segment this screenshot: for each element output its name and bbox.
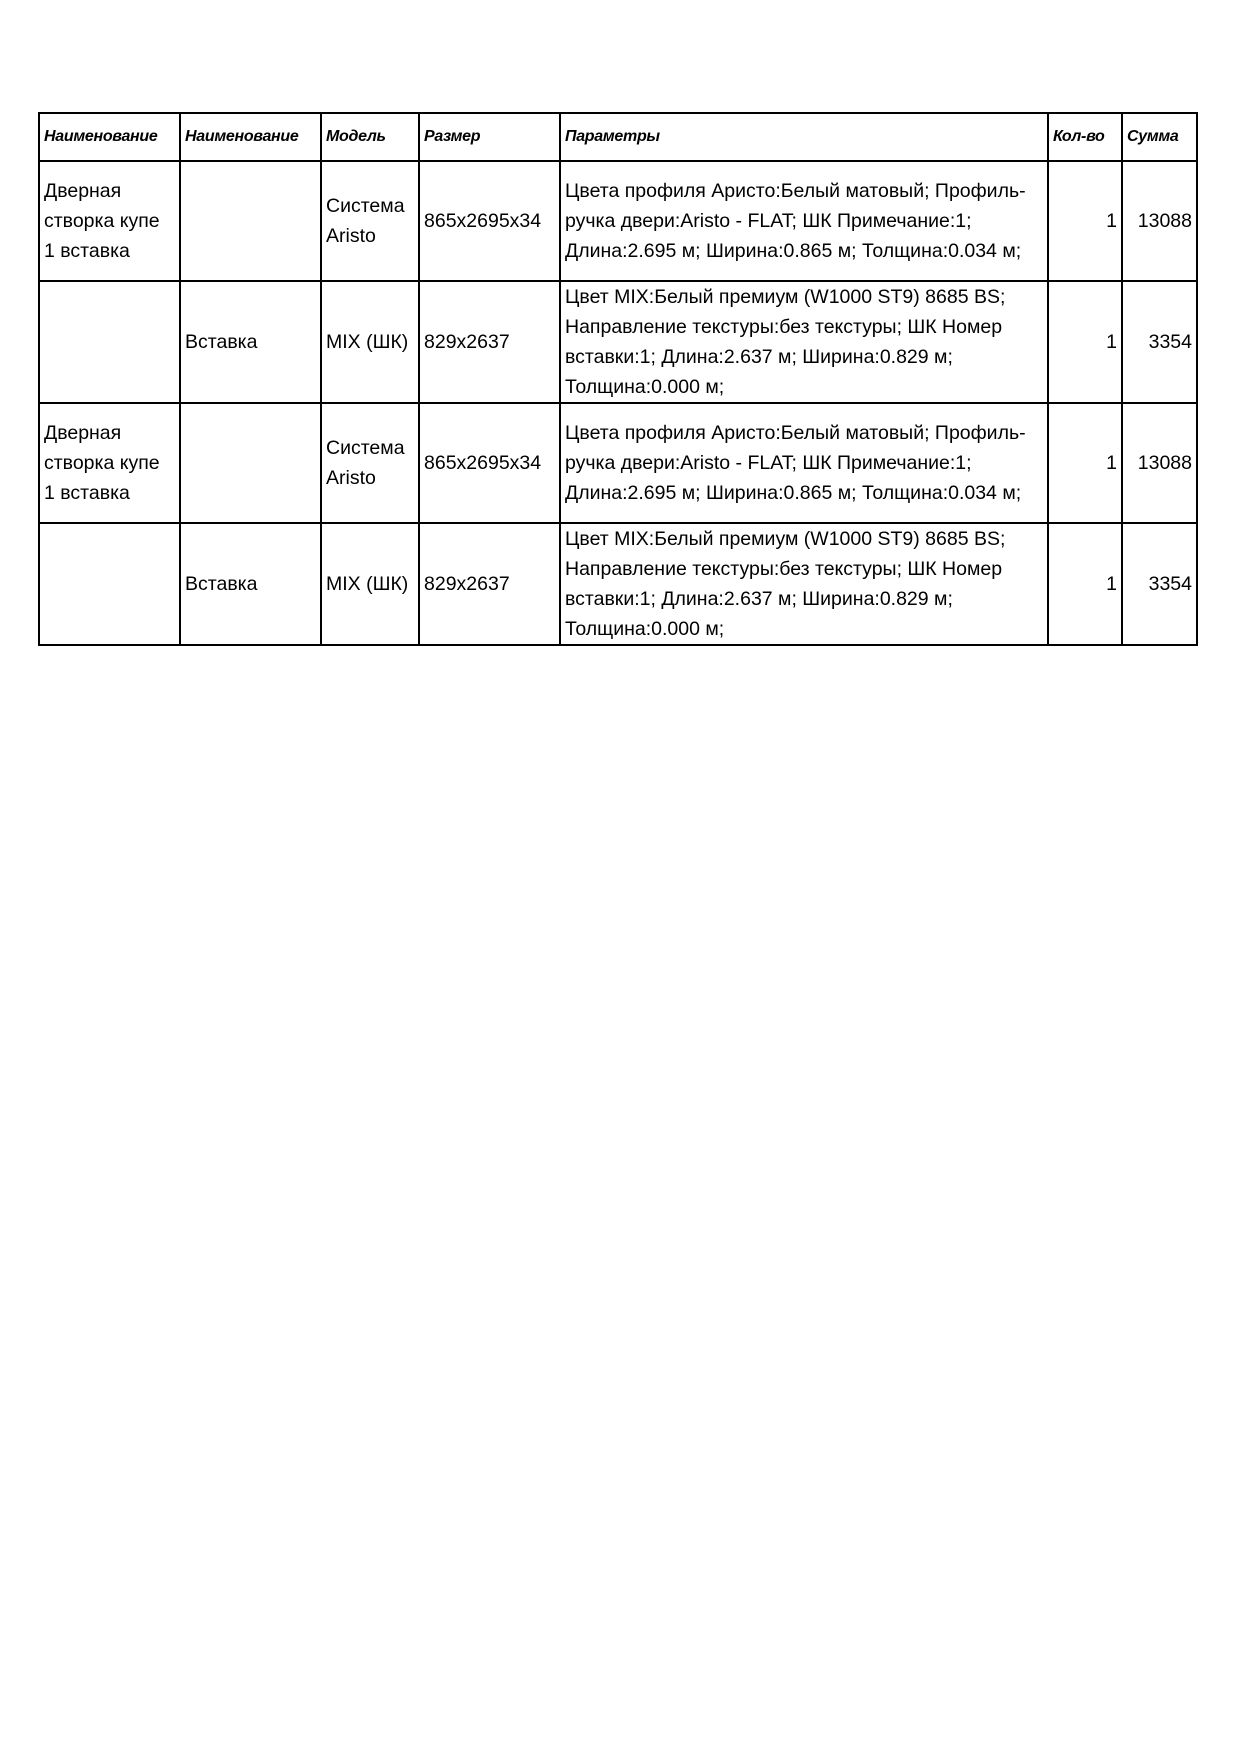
cell-quantity: 1: [1048, 523, 1122, 645]
cell-name-1: [39, 523, 180, 645]
cell-name-1: [39, 281, 180, 403]
table-row: [39, 281, 1197, 403]
header-size: Размер: [419, 113, 560, 161]
header-model: Модель: [321, 113, 419, 161]
cell-quantity: 1: [1048, 403, 1122, 523]
cell-sum: 3354: [1122, 523, 1197, 645]
cell-name-2: [180, 403, 321, 523]
cell-name-1: Дверная створка купе 1 вставка: [39, 161, 180, 281]
cell-size: 865x2695x34: [419, 161, 560, 281]
cell-sum: 13088: [1122, 403, 1197, 523]
order-spec-table: [38, 112, 1198, 646]
cell-model: Система Aristo: [321, 403, 419, 523]
cell-size: 865x2695x34: [419, 403, 560, 523]
header-row: [39, 113, 1197, 161]
cell-sum: 3354: [1122, 281, 1197, 403]
cell-model: Система Aristo: [321, 161, 419, 281]
cell-size: 829x2637: [419, 281, 560, 403]
table-row: [39, 523, 1197, 645]
cell-size: 829x2637: [419, 523, 560, 645]
cell-parameters: Цвет MIX:Белый премиум (W1000 ST9) 8685 BS; Направление текстуры:без текстуры; ШК Номер вставки:1; Длина:2.637 м; Ширина:0.829 м; Толщина:0.000 м;: [560, 281, 1048, 403]
cell-name-2: Вставка: [180, 523, 321, 645]
cell-model: MIX (ШК): [321, 281, 419, 403]
cell-quantity: 1: [1048, 161, 1122, 281]
header-name-2: Наименование: [180, 113, 321, 161]
header-name-1: Наименование: [39, 113, 180, 161]
header-sum: Сумма: [1122, 113, 1197, 161]
table-row: [39, 403, 1197, 523]
cell-parameters: Цвета профиля Аристо:Белый матовый; Профиль-ручка двери:Aristo - FLAT; ШК Примечание:1; Длина:2.695 м; Ширина:0.865 м; Толщина:0.034 м;: [560, 161, 1048, 281]
table-row: [39, 161, 1197, 281]
cell-quantity: 1: [1048, 281, 1122, 403]
header-parameters: Параметры: [560, 113, 1048, 161]
cell-name-2: [180, 161, 321, 281]
cell-parameters: Цвета профиля Аристо:Белый матовый; Профиль-ручка двери:Aristo - FLAT; ШК Примечание:1; Длина:2.695 м; Ширина:0.865 м; Толщина:0.034 м;: [560, 403, 1048, 523]
cell-name-2: Вставка: [180, 281, 321, 403]
cell-sum: 13088: [1122, 161, 1197, 281]
cell-parameters: Цвет MIX:Белый премиум (W1000 ST9) 8685 BS; Направление текстуры:без текстуры; ШК Номер вставки:1; Длина:2.637 м; Ширина:0.829 м; Толщина:0.000 м;: [560, 523, 1048, 645]
cell-model: MIX (ШК): [321, 523, 419, 645]
cell-name-1: Дверная створка купе 1 вставка: [39, 403, 180, 523]
header-quantity: Кол-во: [1048, 113, 1122, 161]
